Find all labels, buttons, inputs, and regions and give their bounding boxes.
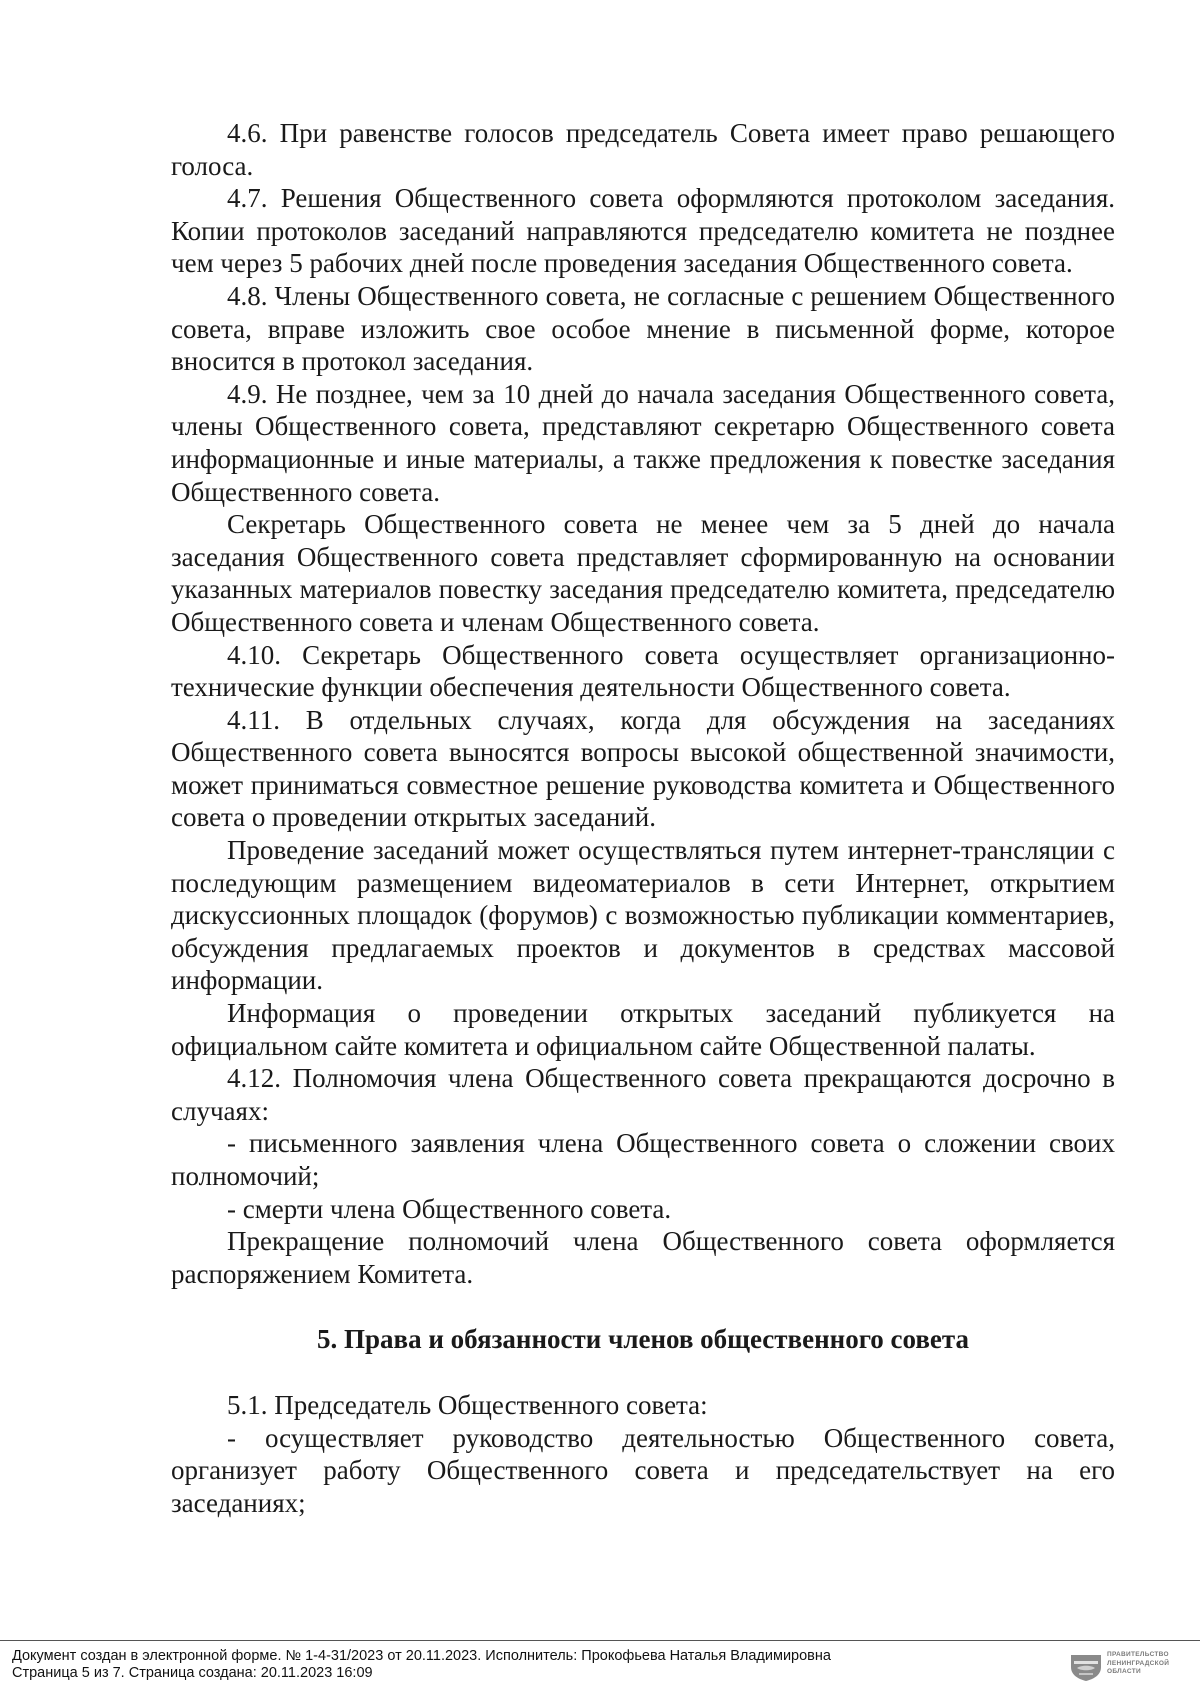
paragraph-5-1: 5.1. Председатель Общественного совета: <box>227 1389 708 1420</box>
document-footer <box>0 1640 1200 1699</box>
paragraph-4-6: 4.6. При равенстве голосов председатель Совета имеет право решающего голоса. <box>171 118 1115 181</box>
government-logo <box>1069 1650 1194 1686</box>
paragraph-open-sessions-info: Информация о проведении открытых заседаний публикуется на официальном сайте комитета и официальном сайте Общественной палаты. <box>171 998 1115 1061</box>
list-item-chairman-duties: - осуществляет руководство деятельностью Общественного совета, организует работу Общественного совета и председательствует на его заседаниях; <box>171 1422 1115 1518</box>
document-page <box>171 117 1115 1519</box>
section-heading: 5. Права и обязанности членов общественного совета <box>316 1324 970 1355</box>
paragraph-4-12: 4.12. Полномочия члена Общественного совета прекращаются досрочно в случаях: <box>171 1063 1115 1126</box>
spacer <box>171 1290 1115 1323</box>
paragraph-4-8: 4.8. Члены Общественного совета, не согласные с решением Общественного совета, вправе изложить свое особое мнение в письменной форме, которое вносится в протокол заседания. <box>171 280 1115 377</box>
list-item-death: - смерти члена Общественного совета. <box>227 1193 672 1224</box>
logo-line: ОБЛАСТИ <box>1107 1668 1141 1675</box>
paragraph-4-7: 4.7. Решения Общественного совета оформляются протоколом заседания. Копии протоколов заседаний направляются председателю комитета не позднее чем через 5 рабочих дней после проведения заседания Общественного совета. <box>171 183 1115 279</box>
list-item-resignation: - письменного заявления члена Общественного совета о сложении своих полномочий; <box>171 1128 1115 1191</box>
logo-line: ЛЕНИНГРАДСКОЙ <box>1107 1659 1170 1667</box>
paragraph-4-10: 4.10. Секретарь Общественного совета осуществляет организационно-технические функции обеспечения деятельности Общественного совета. <box>171 639 1115 703</box>
logo-line: ПРАВИТЕЛЬСТВО <box>1107 1651 1169 1658</box>
government-logo-text <box>1107 1651 1169 1677</box>
footer-text <box>12 1648 831 1682</box>
paragraph-broadcast: Проведение заседаний может осуществляться путем интернет-трансляции с последующим размещением видеоматериалов в сети Интернет, открытием дискуссионных площадок (форумов) с возможностью публикации комментариев, обсуждения предлагаемых проектов и документов в средствах массовой информации. <box>171 835 1115 996</box>
paragraph-4-9: 4.9. Не позднее, чем за 10 дней до начала заседания Общественного совета, члены Общественного совета, представляют секретарю Общественного совета информационные и иные материалы, а также предложения к повестке заседания Общественного совета. <box>171 378 1115 507</box>
paragraph-secretary-agenda: Секретарь Общественного совета не менее чем за 5 дней до начала заседания Общественного совета представляет сформированную на основании указанных материалов повестку заседания председателю комитета, председателю Общественного совета и членам Общественного совета. <box>171 509 1115 637</box>
footer-line-document-info: Документ создан в электронной форме. № 1-4-31/2023 от 20.11.2023. Исполнитель: Прокофьева Наталья Владимировна <box>12 1648 831 1664</box>
paragraph-termination-order: Прекращение полномочий члена Общественного совета оформляется распоряжением Комитета. <box>171 1226 1115 1289</box>
footer-line-page-info: Страница 5 из 7. Страница создана: 20.11.2023 16:09 <box>12 1665 373 1681</box>
coat-of-arms-icon <box>1069 1652 1103 1682</box>
paragraph-4-11: 4.11. В отдельных случаях, когда для обсуждения на заседаниях Общественного совета выносятся вопросы высокой общественной значимости, может приниматься совместное решение руководства комитета и Общественного совета о проведении открытых заседаний. <box>171 704 1115 833</box>
spacer <box>171 1356 1115 1389</box>
